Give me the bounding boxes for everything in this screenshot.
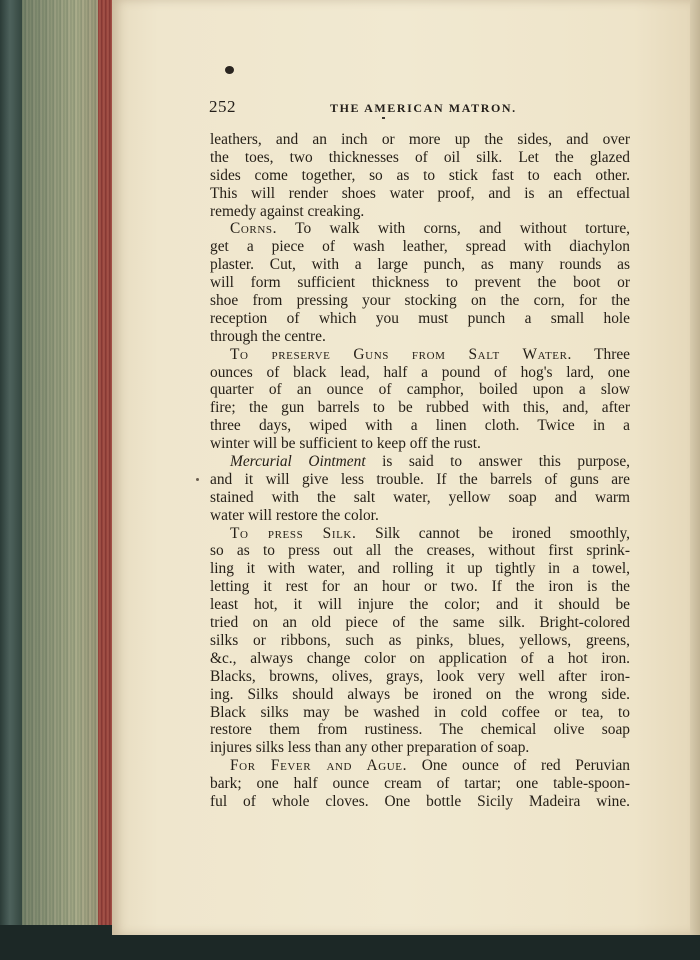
text-line: quarter of an ounce of camphor, boiled upon a slow [210,381,630,399]
text-line: sides come together, so as to stick fast to each other. [210,166,630,184]
paragraph-start-line [210,220,630,238]
text-line: bark; one half ounce cream of tartar; one table-spoon- [210,775,630,793]
text-line: Blacks, browns, olives, grays, look very well after iron- [210,667,630,685]
text-block [210,131,630,811]
page-right-edge [690,0,700,935]
text-line: silks or ribbons, such as pinks, blues, yellows, greens, [210,631,630,649]
text-line: stained with the salt water, yellow soap and warm [210,488,630,506]
text-line: so as to press out all the creases, without first sprink- [210,542,630,560]
section-heading: To preserve Guns from Salt Water. [230,345,572,363]
text-line: reception of which you must punch a small hole [210,309,630,327]
text-line: This will render shoes water proof, and is an effectual [210,184,630,202]
text-line: &c., always change color on application of a hot iron. [210,649,630,667]
text-fragment: is said to answer this purpose, [365,453,630,471]
text-line: three days, wiped with a linen cloth. Twice in a [210,417,630,435]
page-number: 252 [209,97,236,116]
text-fragment: Three [572,345,630,363]
text-line: the toes, two thicknesses of oil silk. Let the glazed [210,148,630,166]
section-heading: To press Silk. [230,524,357,542]
text-line: plaster. Cut, with a large punch, as many rounds as [210,256,630,274]
text-line: injures silks less than any other preparation of soap. [210,739,530,757]
text-line: and it will give less trouble. If the barrels of guns are [210,470,630,488]
text-fragment: To walk with corns, and without torture, [277,220,630,238]
text-fragment: One ounce of red Peruvian [407,757,630,775]
text-line: fire; the gun barrels to be rubbed with this, and, after [210,399,630,417]
text-line: winter will be sufficient to keep off the rust. [210,435,481,453]
section-heading: For Fever and Ague. [230,757,408,775]
margin-mark [196,478,199,481]
text-line: remedy against creaking. [210,202,365,220]
text-fragment: Silk cannot be ironed smoothly, [356,524,630,542]
paragraph-start-line [210,453,630,471]
text-line: restore them from rustiness. The chemical olive soap [210,721,630,739]
text-line: tried on an old piece of the same silk. Bright-colored [210,614,630,632]
text-line: water will restore the color. [210,506,379,524]
text-line: Black silks may be washed in cold coffee or tea, to [210,703,630,721]
text-line: ful of whole cloves. One bottle Sicily Madeira wine. [210,792,630,810]
book-cover-edge [0,0,22,925]
ink-blot [225,66,234,74]
text-line: least hot, it will injure the color; and it should be [210,596,630,614]
text-line: ounces of black lead, half a pound of hog's lard, one [210,363,630,381]
running-head: THE AMERICAN MATRON. [330,101,517,115]
paragraph-start-line [210,757,630,775]
text-line: leathers, and an inch or more up the sides, and over [210,131,630,148]
page-stack-red-edge [98,0,112,925]
paragraph-start-line [210,346,630,364]
text-line: ing. Silks should always be ironed on the wrong side. [210,685,630,703]
paragraph-start-line [210,525,630,543]
section-heading: Corns. [230,220,278,238]
text-line: letting it rest for an hour or two. If the iron is the [210,578,630,596]
text-line: will form sufficient thickness to prevent the boot or [210,274,630,292]
text-line: shoe from pressing your stocking on the corn, for the [210,292,630,310]
text-line: through the centre. [210,327,326,345]
section-heading: Mercurial Ointment [230,453,366,471]
text-line: get a piece of wash leather, spread with diachylon [210,238,630,256]
ink-speck [382,117,385,119]
text-line: ling it with water, and rolling it up tightly in a towel, [210,560,630,578]
